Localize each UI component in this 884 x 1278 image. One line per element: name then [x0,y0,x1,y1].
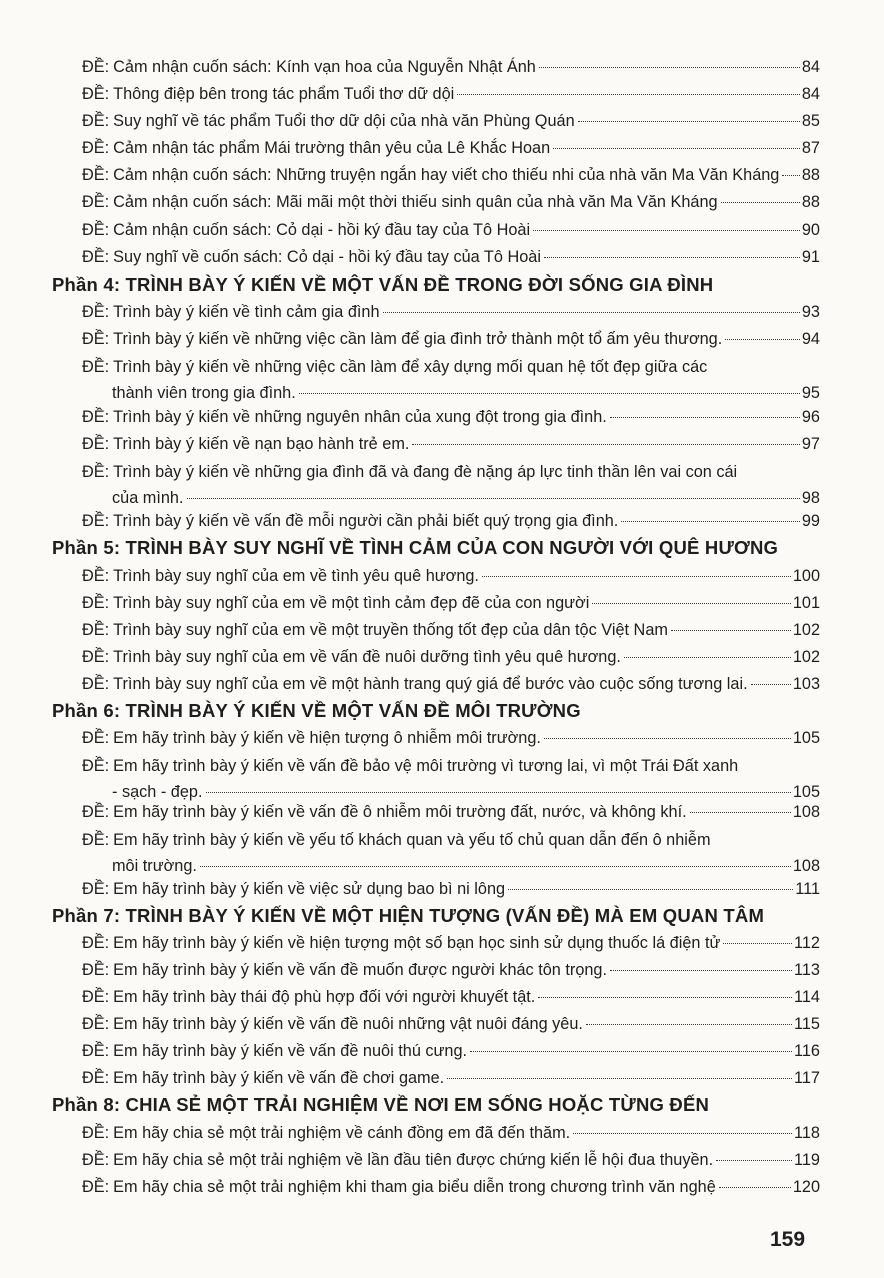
dot-leader [610,970,792,971]
dot-leader [206,792,791,793]
entry-page-number: 98 [801,489,820,507]
entry-page-number: 113 [794,961,820,979]
entry-title: Em hãy trình bày ý kiến về hiện tượng ô nhiễm môi trường. [113,729,541,747]
entry-label: ĐỀ: [82,567,110,585]
entry-page-number: 112 [794,934,820,952]
toc-entry [82,354,820,406]
toc-entry [82,618,820,642]
entry-title: Cảm nhận tác phẩm Mái trường thân yêu của Lê Khắc Hoan [113,139,551,157]
dot-leader [782,175,800,176]
entry-label: ĐỀ: [82,248,110,266]
entry-line [82,591,820,615]
entry-line [82,958,820,982]
entry-label: ĐỀ: [82,330,110,348]
toc-entry [82,163,820,187]
entry-line [82,618,820,642]
entry-page-number: 101 [792,594,820,612]
section-heading: Phần 6: TRÌNH BÀY Ý KIẾN VỀ MỘT VẤN ĐỀ MÔI TRƯỜNG [52,700,581,721]
entry-title: Em hãy trình bày ý kiến về vấn đề ô nhiễm môi trường đất, nước, và không khí. [113,803,687,821]
dot-leader [538,997,792,998]
toc-entry [82,1012,820,1036]
toc-entry [82,1175,820,1199]
entry-page-number: 102 [792,648,820,666]
dot-leader [751,684,791,685]
entry-label: ĐỀ: [82,934,110,952]
entry-page-number: 100 [792,567,820,585]
dot-leader [592,603,790,604]
entry-line [82,985,820,1009]
toc-entry [82,55,820,79]
entry-label: ĐỀ: [82,648,110,666]
entry-title: Em hãy trình bày ý kiến về việc sử dụng bao bì ni lông [113,880,506,898]
entry-page-number: 120 [792,1178,820,1196]
entry-page-number: 114 [794,988,820,1006]
entry-label: ĐỀ: [82,675,110,693]
entry-title: Em hãy trình bày ý kiến về vấn đề nuôi thú cưng. [113,1042,468,1060]
entry-line [82,190,820,214]
entry-page-number: 95 [801,384,820,402]
entry-line-continued [82,485,820,511]
entry-line [82,645,820,669]
section-heading: Phần 7: TRÌNH BÀY Ý KIẾN VỀ MỘT HIỆN TƯỢNG (VẤN ĐỀ) MÀ EM QUAN TÂM [52,905,765,926]
entry-label: ĐỀ: [82,803,110,821]
entry-label: ĐỀ: [82,112,110,130]
entry-title: Suy nghĩ về cuốn sách: Cỏ dại - hồi ký đầu tay của Tô Hoài [113,248,541,266]
entry-page-number: 87 [801,139,820,157]
entry-line [82,672,820,696]
entry-line [82,800,820,824]
entry-line [82,564,820,588]
entry-line [82,218,820,242]
dot-leader [447,1078,792,1079]
entry-title: Trình bày ý kiến về vấn đề mỗi người cần phải biết quý trọng gia đình. [113,512,619,530]
entry-label: ĐỀ: [82,58,110,76]
entry-line [82,245,820,269]
dot-leader [544,257,800,258]
entry-line-continued [82,380,820,406]
dot-leader [539,67,800,68]
entry-page-number: 99 [801,512,820,530]
entry-title-continued: thành viên trong gia đình. [112,384,296,402]
entry-title: Em hãy trình bày ý kiến về vấn đề chơi game. [113,1069,445,1087]
toc-entry [82,459,820,511]
entry-label: ĐỀ: [82,358,110,376]
entry-page-number: 93 [801,303,820,321]
entry-line-continued [82,853,820,879]
entry-page-number: 94 [801,330,820,348]
entry-label: ĐỀ: [82,193,110,211]
entry-line [82,82,820,106]
entry-label: ĐỀ: [82,1124,110,1142]
entry-label: ĐỀ: [82,621,110,639]
dot-leader [690,812,791,813]
entry-label: ĐỀ: [82,1042,110,1060]
entry-label: ĐỀ: [82,166,110,184]
entry-line [82,931,820,955]
entry-title: Em hãy chia sẻ một trải nghiệm về cánh đồng em đã đến thăm. [113,1124,571,1142]
entry-line [82,877,820,901]
entry-line [82,354,820,380]
entry-title-continued: môi trường. [112,857,197,875]
entry-page-number: 108 [792,803,820,821]
dot-leader [573,1133,792,1134]
dot-leader [412,444,799,445]
dot-leader [553,148,800,149]
section-heading: Phần 4: TRÌNH BÀY Ý KIẾN VỀ MỘT VẤN ĐỀ TRONG ĐỜI SỐNG GIA ĐÌNH [52,274,714,295]
entry-page-number: 88 [801,166,820,184]
entry-line [82,753,820,779]
toc-entry [82,877,820,901]
entry-title: Cảm nhận cuốn sách: Những truyện ngắn hay viết cho thiếu nhi của nhà văn Ma Văn Kháng [113,166,780,184]
entry-title: Trình bày ý kiến về tình cảm gia đình [113,303,380,321]
entry-title: Em hãy chia sẻ một trải nghiệm về lần đầu tiên được chứng kiến lễ hội đua thuyền. [113,1151,714,1169]
toc-entry [82,82,820,106]
dot-leader [721,202,800,203]
entry-label: ĐỀ: [82,1015,110,1033]
entry-title: Cảm nhận cuốn sách: Kính vạn hoa của Nguyễn Nhật Ánh [113,58,536,76]
toc-entry [82,1148,820,1172]
toc-entry [82,1066,820,1090]
entry-label: ĐỀ: [82,139,110,157]
entry-line [82,405,820,429]
entry-title: Em hãy trình bày ý kiến về hiện tượng một số bạn học sinh sử dụng thuốc lá điện tử [113,934,721,952]
toc-entry [82,726,820,750]
toc-entry [82,827,820,879]
entry-line [82,1175,820,1199]
dot-leader [508,889,793,890]
toc-entry [82,136,820,160]
dot-leader [725,339,800,340]
dot-leader [719,1187,791,1188]
entry-line [82,1121,820,1145]
entry-page-number: 105 [792,783,820,801]
entry-page-number: 115 [794,1015,820,1033]
page-number: 159 [770,1228,806,1251]
entry-line [82,1012,820,1036]
dot-leader [383,312,800,313]
entry-label: ĐỀ: [82,988,110,1006]
entry-page-number: 118 [794,1124,820,1142]
toc-entry [82,931,820,955]
dot-leader [299,393,800,394]
toc-entry [82,327,820,351]
dot-leader [624,657,791,658]
dot-leader [533,230,800,231]
dot-leader [723,943,792,944]
entry-title: Em hãy trình bày ý kiến về vấn đề nuôi những vật nuôi đáng yêu. [113,1015,583,1033]
entry-label: ĐỀ: [82,435,110,453]
entry-label: ĐỀ: [82,757,110,775]
entry-label: ĐỀ: [82,408,110,426]
entry-label: ĐỀ: [82,85,110,103]
entry-line [82,1148,820,1172]
entry-title: Em hãy trình bày ý kiến về vấn đề muốn được người khác tôn trọng. [113,961,608,979]
entry-line [82,827,820,853]
entry-page-number: 84 [801,58,820,76]
toc-entry [82,245,820,269]
entry-page-number: 116 [794,1042,820,1060]
entry-label: ĐỀ: [82,463,110,481]
entry-line [82,459,820,485]
dot-leader [544,738,791,739]
entry-label: ĐỀ: [82,1178,110,1196]
entry-line [82,300,820,324]
entry-page-number: 90 [801,221,820,239]
entry-page-number: 85 [801,112,820,130]
toc-entry [82,1039,820,1063]
dot-leader [610,417,800,418]
toc-entry [82,218,820,242]
toc-entry [82,509,820,533]
toc-entry [82,958,820,982]
entry-label: ĐỀ: [82,729,110,747]
toc-entry [82,432,820,456]
entry-title: Thông điệp bên trong tác phẩm Tuổi thơ dữ dội [113,85,455,103]
entry-title-continued: - sạch - đẹp. [112,783,203,801]
entry-page-number: 111 [795,880,820,898]
entry-label: ĐỀ: [82,512,110,530]
entry-line [82,1039,820,1063]
entry-title: Trình bày ý kiến về nạn bạo hành trẻ em. [113,435,410,453]
toc-entry [82,800,820,824]
entry-page-number: 91 [801,248,820,266]
toc-entry [82,1121,820,1145]
entry-page-number: 88 [801,193,820,211]
entry-title: Trình bày suy nghĩ của em về một truyền thống tốt đẹp của dân tộc Việt Nam [113,621,668,639]
entry-title: Cảm nhận cuốn sách: Mãi mãi một thời thiếu sinh quân của nhà văn Ma Văn Kháng [113,193,718,211]
entry-title: Em hãy trình bày ý kiến về vấn đề bảo vệ môi trường vì tương lai, vì một Trái Đất xanh [113,757,739,775]
toc-entry [82,190,820,214]
dot-leader [578,121,800,122]
entry-title: Em hãy chia sẻ một trải nghiệm khi tham gia biểu diễn trong chương trình văn nghệ [113,1178,716,1196]
entry-title: Trình bày suy nghĩ của em về một hành trang quý giá để bước vào cuộc sống tương lai. [113,675,748,693]
dot-leader [621,521,800,522]
toc-entry [82,985,820,1009]
entry-label: ĐỀ: [82,1069,110,1087]
dot-leader [586,1024,792,1025]
entry-page-number: 119 [794,1151,820,1169]
section-heading: Phần 5: TRÌNH BÀY SUY NGHĨ VỀ TÌNH CẢM CỦA CON NGƯỜI VỚI QUÊ HƯƠNG [52,537,779,558]
entry-title-continued: của mình. [112,489,184,507]
entry-page-number: 108 [792,857,820,875]
toc-entry [82,672,820,696]
entry-page-number: 117 [794,1069,820,1087]
dot-leader [716,1160,792,1161]
entry-label: ĐỀ: [82,1151,110,1169]
entry-line [82,509,820,533]
entry-page-number: 105 [792,729,820,747]
entry-line [82,327,820,351]
entry-label: ĐỀ: [82,221,110,239]
dot-leader [671,630,791,631]
entry-line [82,726,820,750]
entry-title: Trình bày ý kiến về những việc cần làm để gia đình trở thành một tổ ấm yêu thương. [113,330,723,348]
entry-label: ĐỀ: [82,303,110,321]
entry-title: Trình bày ý kiến về những việc cần làm để xây dựng mối quan hệ tốt đẹp giữa các [113,358,708,376]
entry-title: Trình bày ý kiến về những nguyên nhân của xung đột trong gia đình. [113,408,607,426]
toc-entry [82,109,820,133]
entry-label: ĐỀ: [82,594,110,612]
entry-title: Trình bày suy nghĩ của em về tình yêu quê hương. [113,567,479,585]
toc-entry [82,645,820,669]
dot-leader [482,576,791,577]
section-heading: Phần 8: CHIA SẺ MỘT TRẢI NGHIỆM VỀ NƠI EM SỐNG HOẶC TỪNG ĐẾN [52,1094,710,1115]
entry-label: ĐỀ: [82,880,110,898]
entry-title: Em hãy trình bày ý kiến về yếu tố khách quan và yếu tố chủ quan dẫn đến ô nhiễm [113,831,711,849]
entry-line [82,55,820,79]
entry-page-number: 97 [801,435,820,453]
toc-entry [82,753,820,805]
entry-line [82,136,820,160]
entry-line [82,163,820,187]
entry-label: ĐỀ: [82,961,110,979]
toc-entry [82,564,820,588]
entry-title: Trình bày suy nghĩ của em về vấn đề nuôi dưỡng tình yêu quê hương. [113,648,621,666]
entry-title: Suy nghĩ về tác phẩm Tuổi thơ dữ dội của nhà văn Phùng Quán [113,112,575,130]
entry-line [82,109,820,133]
entry-line [82,1066,820,1090]
entry-title: Cảm nhận cuốn sách: Cỏ dại - hồi ký đầu tay của Tô Hoài [113,221,531,239]
entry-label: ĐỀ: [82,831,110,849]
entry-title: Trình bày ý kiến về những gia đình đã và đang đè nặng áp lực tinh thần lên vai con cái [113,463,738,481]
dot-leader [457,94,800,95]
toc-entry [82,300,820,324]
dot-leader [187,498,800,499]
entry-title: Trình bày suy nghĩ của em về một tình cảm đẹp đẽ của con người [113,594,590,612]
entry-page-number: 84 [801,85,820,103]
dot-leader [470,1051,792,1052]
dot-leader [200,866,791,867]
entry-page-number: 102 [792,621,820,639]
toc-entry [82,405,820,429]
entry-page-number: 96 [801,408,820,426]
entry-line [82,432,820,456]
toc-entry [82,591,820,615]
entry-page-number: 103 [792,675,820,693]
entry-title: Em hãy trình bày thái độ phù hợp đối với người khuyết tật. [113,988,536,1006]
